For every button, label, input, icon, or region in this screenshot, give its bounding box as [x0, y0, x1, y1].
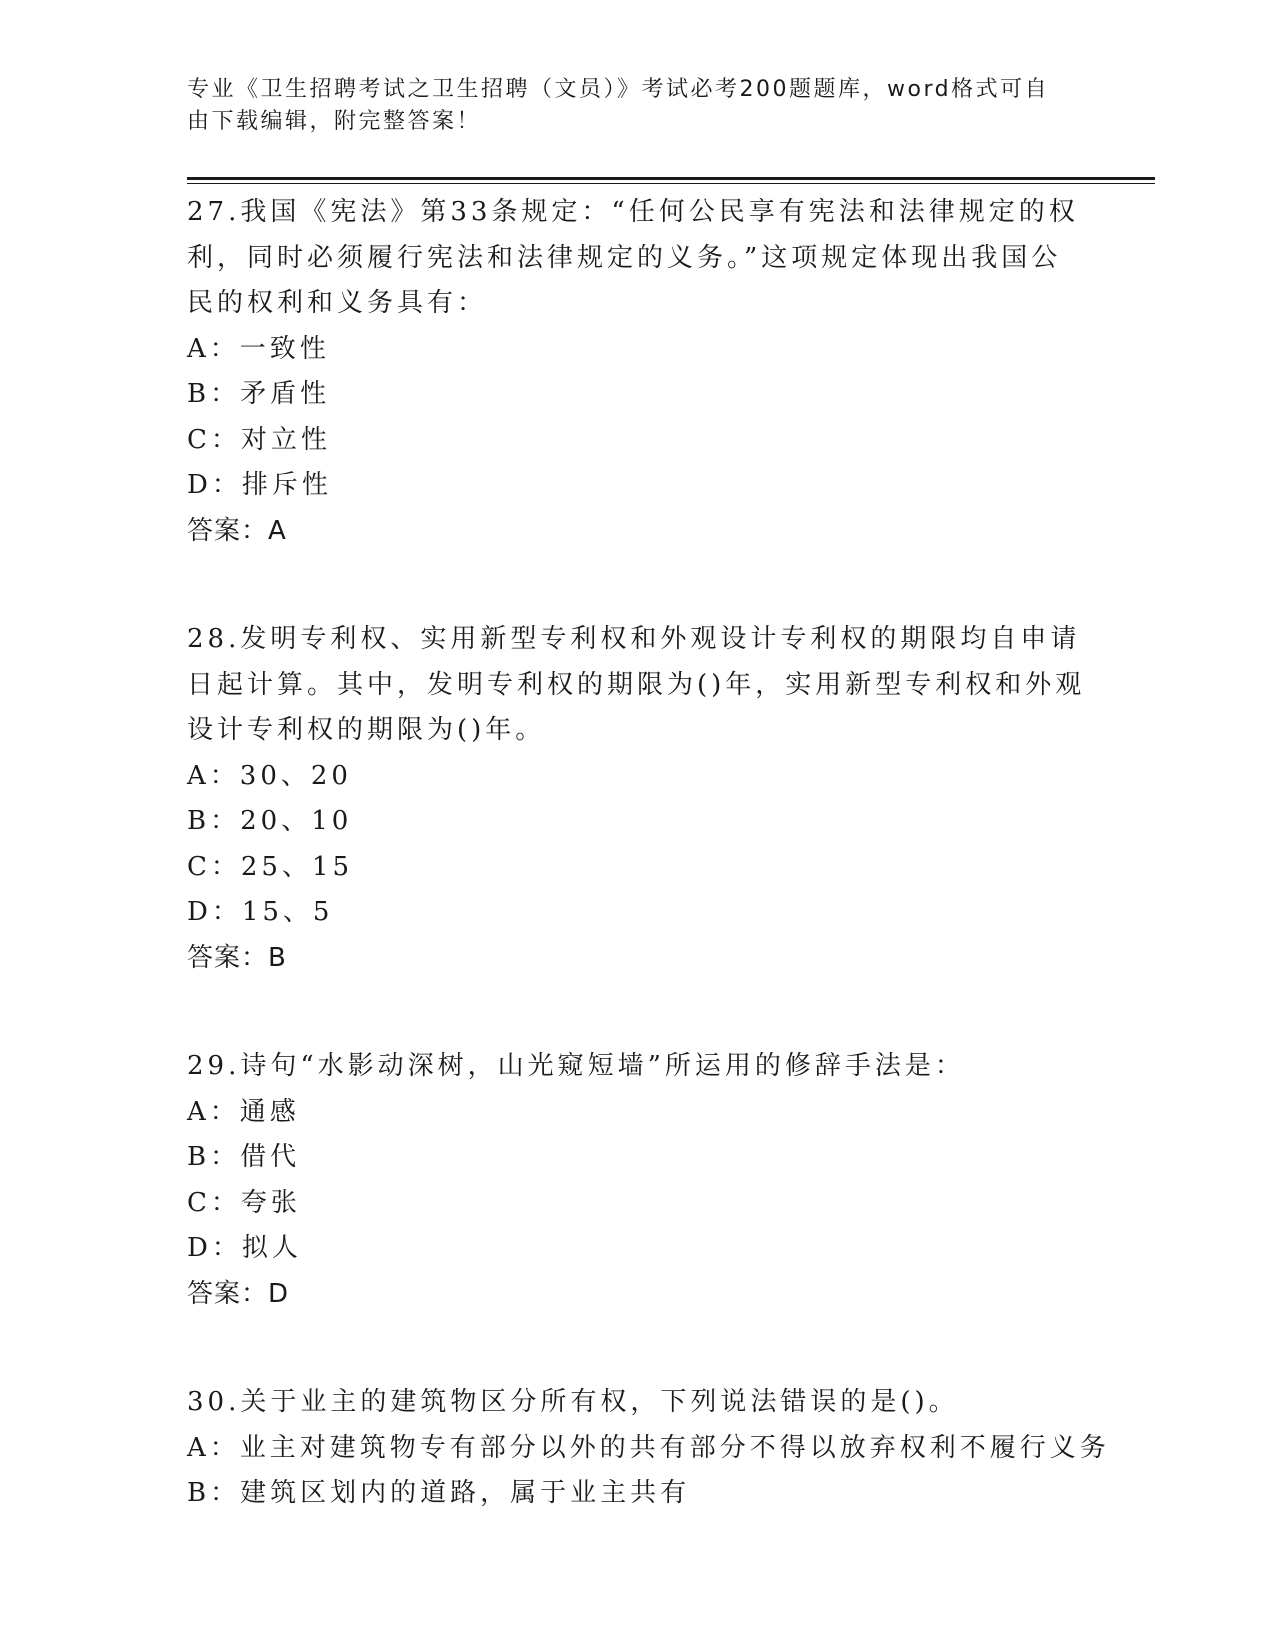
option-d: D：15、5 — [187, 897, 334, 927]
question-list — [187, 190, 1110, 1517]
document-header — [187, 74, 1087, 138]
answer: 答案：A — [187, 515, 287, 546]
option-b: B：20、10 — [187, 806, 353, 836]
question-30 — [187, 1380, 1110, 1517]
question-text: 30.关于业主的建筑物区分所有权，下列说法错误的是()。 — [187, 1387, 959, 1417]
question-text: 27.我国《宪法》第33条规定：“任何公民享有宪法和法律规定的权利，同时必须履行宪法和法律规定的义务。”这项规定体现出我国公民的权利和义务具有： — [187, 197, 1079, 318]
option-a: A：30、20 — [187, 760, 352, 791]
answer: 答案：D — [187, 1278, 290, 1309]
option-d: D：拟人 — [187, 1233, 302, 1263]
question-28 — [187, 617, 1087, 981]
header-line-1: 专业《卫生招聘考试之卫生招聘（文员）》考试必考200题题库，word格式可自 — [187, 77, 1050, 102]
option-a: A：通感 — [187, 1096, 300, 1127]
option-b: B：借代 — [187, 1142, 301, 1172]
question-text: 28.发明专利权、实用新型专利权和外观设计专利权的期限均自申请日起计算。其中，发明专利权的期限为()年，实用新型专利权和外观设计专利权的期限为()年。 — [187, 624, 1086, 745]
option-d: D：排斥性 — [187, 470, 332, 500]
option-b: B：建筑区划内的道路，属于业主共有 — [187, 1478, 691, 1508]
question-27 — [187, 190, 1087, 554]
option-c: C：夸张 — [187, 1187, 301, 1218]
question-text: 29.诗句“水影动深树，山光窥短墙”所运用的修辞手法是： — [187, 1051, 965, 1081]
question-29 — [187, 1044, 1087, 1317]
option-b: B：矛盾性 — [187, 379, 331, 409]
header-divider-thin — [187, 183, 1155, 184]
option-c: C：对立性 — [187, 424, 331, 455]
header-line-2: 由下载编辑，附完整答案！ — [187, 109, 482, 134]
option-c: C：25、15 — [187, 851, 354, 882]
option-a: A：一致性 — [187, 333, 330, 364]
answer: 答案：B — [187, 942, 287, 973]
header-divider-thick — [187, 177, 1155, 180]
option-a: A：业主对建筑物专有部分以外的共有部分不得以放弃权利不履行义务 — [187, 1432, 1110, 1463]
